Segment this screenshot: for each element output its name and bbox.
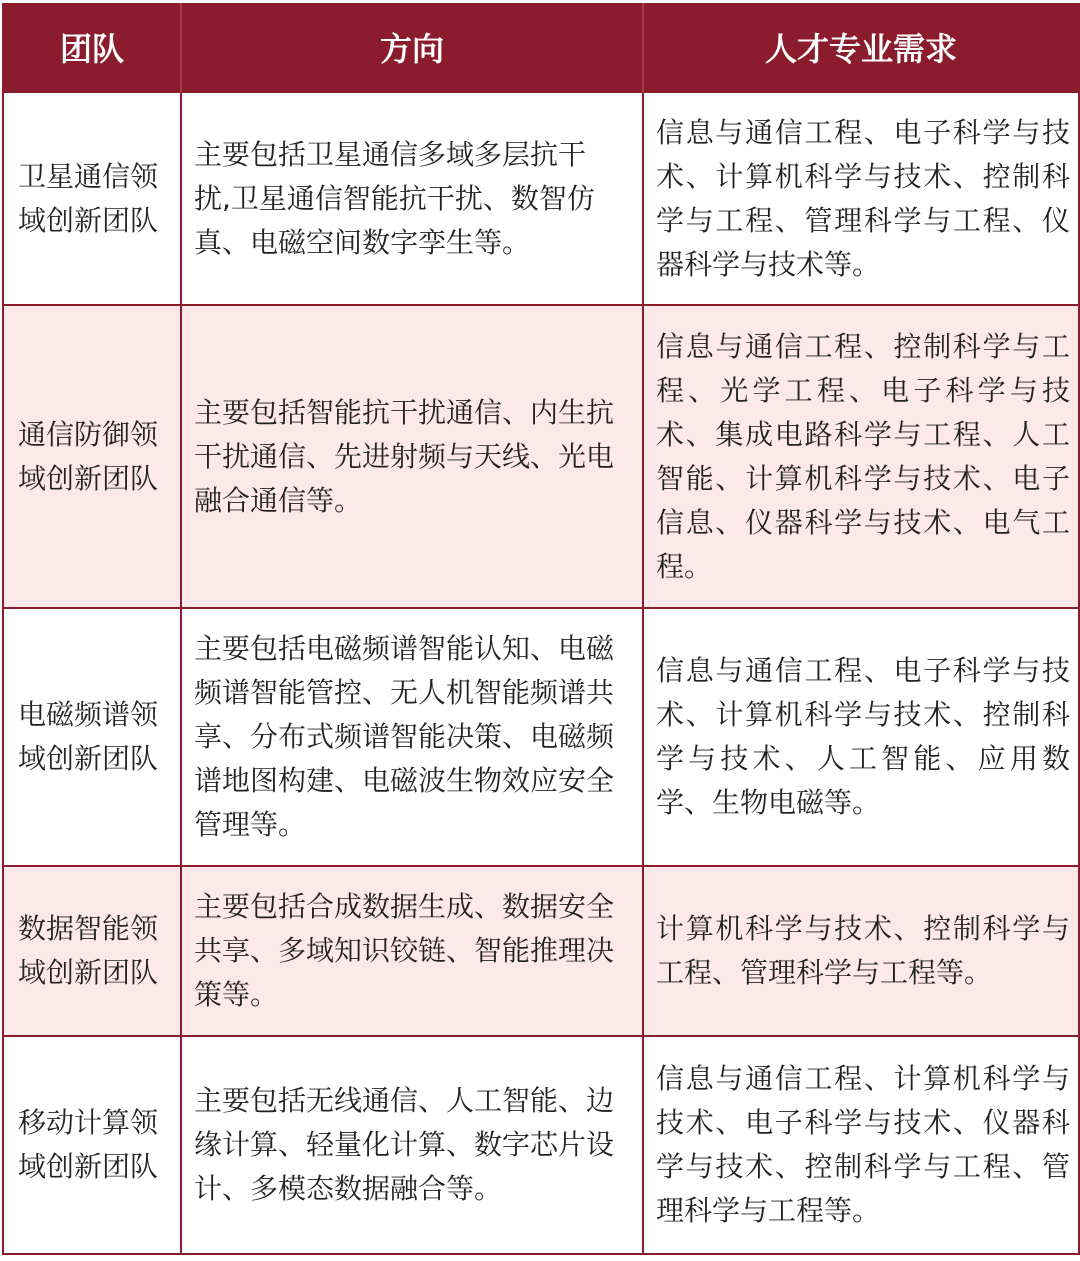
table-row: [3, 305, 1079, 608]
table-row: [3, 92, 1079, 305]
direction-cell: 主要包括卫星通信多域多层抗干扰,卫星通信智能抗干扰、数智仿真、电磁空间数字孪生等。: [181, 92, 643, 305]
table-header-row: [3, 3, 1079, 92]
team-cell: 电磁频谱领域创新团队: [3, 608, 181, 866]
direction-cell: 主要包括电磁频谱智能认知、电磁频谱智能管控、无人机智能频谱共享、分布式频谱智能决策、电磁频谱地图构建、电磁波生物效应安全管理等。: [181, 608, 643, 866]
requirements-cell: 信息与通信工程、电子科学与技术、计算机科学与技术、控制科学与工程、管理科学与工程、仪器科学与技术等。: [643, 92, 1079, 305]
team-cell: 卫星通信领域创新团队: [3, 92, 181, 305]
direction-cell: 主要包括智能抗干扰通信、内生抗干扰通信、先进射频与天线、光电融合通信等。: [181, 305, 643, 608]
talent-requirements-table: [2, 3, 1080, 1255]
team-cell: 数据智能领域创新团队: [3, 866, 181, 1036]
direction-cell: 主要包括合成数据生成、数据安全共享、多域知识铰链、智能推理决策等。: [181, 866, 643, 1036]
requirements-cell: 信息与通信工程、电子科学与技术、计算机科学与技术、控制科学与技术、人工智能、应用数学、生物电磁等。: [643, 608, 1079, 866]
table-row: [3, 866, 1079, 1036]
requirements-cell: 计算机科学与技术、控制科学与工程、管理科学与工程等。: [643, 866, 1079, 1036]
table-row: [3, 1036, 1079, 1254]
header-requirements: 人才专业需求: [643, 3, 1079, 92]
requirements-cell: 信息与通信工程、计算机科学与技术、电子科学与技术、仪器科学与技术、控制科学与工程、管理科学与工程等。: [643, 1036, 1079, 1254]
team-cell: 通信防御领域创新团队: [3, 305, 181, 608]
direction-cell: 主要包括无线通信、人工智能、边缘计算、轻量化计算、数字芯片设计、多模态数据融合等。: [181, 1036, 643, 1254]
requirements-cell: 信息与通信工程、控制科学与工程、光学工程、电子科学与技术、集成电路科学与工程、人工智能、计算机科学与技术、电子信息、仪器科学与技术、电气工程。: [643, 305, 1079, 608]
header-team: 团队: [3, 3, 181, 92]
table-row: [3, 608, 1079, 866]
team-cell: 移动计算领域创新团队: [3, 1036, 181, 1254]
header-direction: 方向: [181, 3, 643, 92]
